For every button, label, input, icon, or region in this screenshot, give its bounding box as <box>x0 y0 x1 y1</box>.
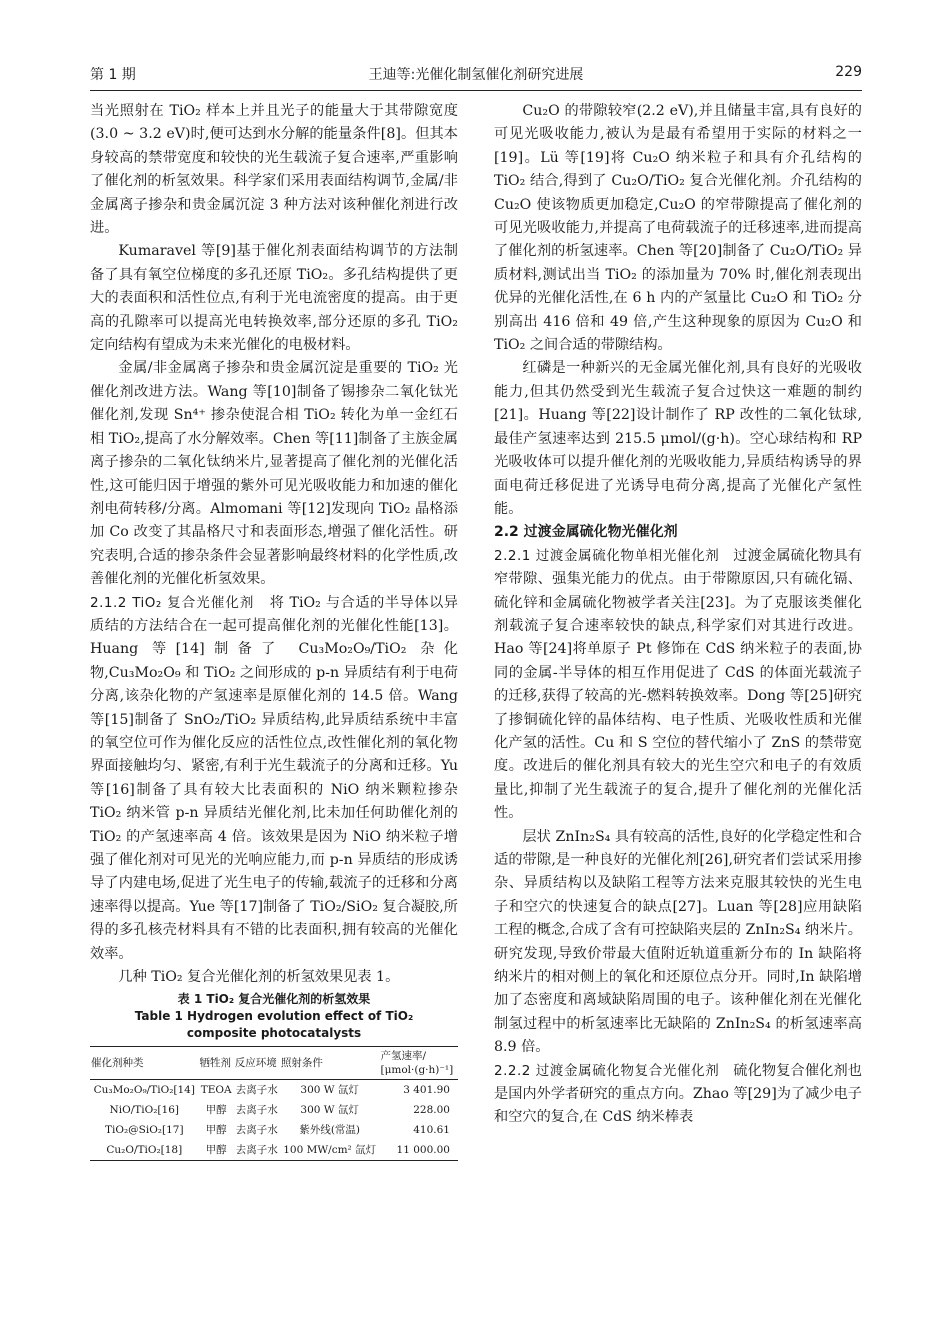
subsection-heading: 2.2.2 过渡金属硫化物复合光催化剂 <box>494 1062 720 1079</box>
table-cell: 3 401.90 <box>403 1084 450 1097</box>
table-cell: 去离子水 <box>235 1084 278 1097</box>
table-cell: 甲醇 <box>205 1124 227 1137</box>
table-cell: TiO₂@SiO₂[17] <box>104 1124 184 1137</box>
table-header-row <box>90 1047 458 1080</box>
paragraph: 几种 TiO₂ 复合光催化剂的析氢效果见表 1。 <box>118 969 400 986</box>
table-caption-en: Table 1 Hydrogen evolution effect of TiO₂ <box>134 1009 414 1024</box>
column-header: 反应环境 <box>234 1057 277 1070</box>
subsection-heading: 2.1.2 TiO₂ 复合光催化剂 <box>90 594 255 611</box>
table-1 <box>90 991 458 1161</box>
paragraph: 金属/非金属离子掺杂和贵金属沉淀是重要的 TiO₂ 光催化剂改进方法。Wang 等[10]制备了锡掺杂二氧化钛光催化剂,发现 Sn⁴⁺ 掺杂使混合相 TiO₂ 转化为单一金红石相 TiO₂,提高了水分解效率。Chen 等[11]制备了主族金属离子掺杂的二氧化钛纳米片,显著提高了催化剂的光催化活性,这可能归因于增强的紫外可见光吸收能力和加速的催化剂电荷转移/分离。Almomani 等[12]发现向 TiO₂ 晶格添加 Co 改变了其晶格尺寸和表面形态,增强了催化活性。研究表明,合适的掺杂条件会显著影响最终材料的化学性质,改善催化剂的光催化析氢效果。 <box>90 360 458 588</box>
running-header <box>90 64 862 90</box>
header-rule <box>90 90 862 91</box>
table-row <box>90 1120 458 1140</box>
table-cell: 410.61 <box>413 1124 450 1137</box>
paragraph: 红磷是一种新兴的无金属光催化剂,具有良好的光吸收能力,但其仍然受到光生载流子复合过快这一难题的制约[21]。Huang 等[22]设计制作了 RP 改性的二氧化钛球,最佳产氢速率达到 215.5 μmol/(g·h)。空心球结构和 RP 光吸收体可以提升催化剂的光吸收能力,异质结构诱导的界面电荷迁移促进了光诱导电荷分离,提高了光催化产氢性能。 <box>494 360 862 517</box>
table-cell: 紫外线(常温) <box>299 1124 361 1137</box>
subsection-paragraph <box>494 545 862 826</box>
table-cell: Cu₃Mo₂O₉/TiO₂[14] <box>93 1084 195 1097</box>
paragraph: 当光照射在 TiO₂ 样本上并且光子的能量大于其带隙宽度(3.0 ~ 3.2 eV)时,便可达到水分解的能量条件[8]。但其本身较高的禁带宽度和较快的光生载流子复合速率,严重影响了催化剂的析氢效果。科学家们采用表面结构调节,金属/非金属离子掺杂和贵金属沉淀 3 种方法对该种催化剂进行改进。 <box>90 103 458 237</box>
table-caption-en: composite photocatalysts <box>186 1026 362 1041</box>
table-cell: 100 MW/cm² 氙灯 <box>283 1144 377 1157</box>
column-header: 照射条件 <box>280 1057 323 1070</box>
column-header: 催化剂种类 <box>91 1057 144 1070</box>
table-row <box>90 1080 458 1101</box>
column-header: 牺牲剂 <box>199 1057 232 1070</box>
left-column <box>90 100 458 1161</box>
table-cell: 300 W 氙灯 <box>300 1104 359 1117</box>
column-header <box>379 1047 458 1080</box>
table-row <box>90 1100 458 1120</box>
data-table <box>90 1046 458 1161</box>
column-header-line: 产氢速率/ <box>380 1050 427 1063</box>
table-cell: NiO/TiO₂[16] <box>109 1104 179 1117</box>
table-cell: TEOA <box>200 1084 232 1097</box>
page-number: 229 <box>835 64 862 80</box>
table-cell: 甲醇 <box>205 1144 227 1157</box>
paragraph-text: 将 TiO₂ 与合适的半导体以异质结的方法结合在一起可提高催化剂的光催化性能[13]。Huang 等[14]制备了 Cu₃Mo₂O₉/TiO₂ 杂化物,Cu₃Mo₂O₉ 和 TiO₂ 之间形成的 p-n 异质结有利于电荷分离,该杂化物的产氢速率是原催化剂的 14.5 倍。Wang 等[15]制备了 SnO₂/TiO₂ 异质结构,此异质结系统中丰富的氧空位可作为催化反应的活性位点,改性催化剂的氧化物界面接触均匀、紧密,有利于光生载流子的分离和迁移。Yu 等[16]制备了具有较大比表面积的 NiO 纳米颗粒掺杂 TiO₂ 纳米管 p-n 异质结光催化剂,比未加任何助催化剂的 TiO₂ 的产氢速率高 4 倍。该效果是因为 NiO 纳米粒子增强了催化剂对可见光的光响应能力,而 p-n 异质结的形成诱导了内建电场,促进了光生电子的传输,载流子的迁移和分离速率得以提高。Yue 等[17]制备了 TiO₂/SiO₂ 复合凝胶,所得的多孔核壳材料具有不错的比表面积,拥有较高的光催化效率。 <box>90 594 458 962</box>
section-heading: 2.2 过渡金属硫化物光催化剂 <box>494 524 678 541</box>
table-cell: 228.00 <box>413 1104 450 1117</box>
right-column <box>494 100 862 1130</box>
table-caption-cn: 表 1 TiO₂ 复合光催化剂的析氢效果 <box>177 992 371 1007</box>
paragraph-text: 过渡金属硫化物具有窄带隙、强集光能力的优点。由于带隙原因,只有硫化镉、硫化锌和金属硫化物被学者关注[23]。为了克服该类催化剂载流子复合速率较快的缺点,科学家们对其进行改进。Hao 等[24]将单原子 Pt 修饰在 CdS 纳米粒子的表面,协同的金属-半导体的相互作用促进了 CdS 的体面光载流子的迁移,获得了较高的光-燃料转换效率。Dong 等[25]研究了掺铜硫化锌的晶体结构、电子性质、光吸收性质和光催化产氢的活性。Cu 和 S 空位的替代缩小了 ZnS 的禁带宽度。改进后的催化剂具有较大的光生空穴和电子的有效质量比,抑制了光生载流子的复合,提升了催化剂的光催化活性。 <box>494 547 862 822</box>
table-cell: 11 000.00 <box>396 1144 450 1157</box>
column-header-unit: [μmol·(g·h)⁻¹] <box>380 1064 454 1077</box>
issue-number: 第 1 期 <box>90 67 136 83</box>
table-cell: 去离子水 <box>235 1144 278 1157</box>
paragraph: 层状 ZnIn₂S₄ 具有较高的活性,良好的化学稳定性和合适的带隙,是一种良好的光催化剂[26],研究者们尝试采用掺杂、异质结构以及缺陷工程等方法来克服其较快的光生电子和空穴的快速复合的缺点[27]。Luan 等[28]应用缺陷工程的概念,合成了含有可控缺陷夹层的 ZnIn₂S₄ 纳米片。研究发现,导致价带最大值附近轨道重新分布的 In 缺陷将纳米片的相对侧上的氧化和还原位点分开。同时,In 缺陷增加了态密度和离域缺陷周围的电子。该种催化剂在光催化制氢过程中的析氢速率比无缺陷的 ZnIn₂S₄ 的析氢速率高 8.9 倍。 <box>494 828 862 1056</box>
paragraph-text: 硫化物复合催化剂也是国内外学者研究的重点方向。Zhao 等[29]为了减少电子和空穴的复合,在 CdS 纳米棒表 <box>494 1062 862 1126</box>
paragraph: Cu₂O 的带隙较窄(2.2 eV),并且储量丰富,具有良好的可见光吸收能力,被认为是最有希望用于实际的材料之一[19]。Lü 等[19]将 Cu₂O 纳米粒子和具有介孔结构的 TiO₂ 结合,得到了 Cu₂O/TiO₂ 复合光催化剂。介孔结构的 Cu₂O 使该物质更加稳定,Cu₂O 的窄带隙提高了催化剂的可见光吸收能力,并提高了电荷载流子的迁移速率,进而提高了催化剂的析氢速率。Chen 等[20]制备了 Cu₂O/TiO₂ 异质材料,测试出当 TiO₂ 的添加量为 70% 时,催化剂表现出优异的光催化活性,在 6 h 内的产氢量比 Cu₂O 和 TiO₂ 分别高出 416 倍和 49 倍,产生这种现象的原因为 Cu₂O 和 TiO₂ 之间合适的带隙结构。 <box>494 103 862 354</box>
paragraph: Kumaravel 等[9]基于催化剂表面结构调节的方法制备了具有氧空位梯度的多孔还原 TiO₂。多孔结构提供了更大的表面积和活性位点,有利于光电流密度的提高。由于更高的孔隙率可以提高光电转换效率,部分还原的多孔 TiO₂ 定向结构有望成为未来光催化的电极材料。 <box>90 243 458 354</box>
table-row <box>90 1140 458 1161</box>
table-cell: 去离子水 <box>235 1104 278 1117</box>
subsection-paragraph <box>494 1060 862 1130</box>
subsection-heading: 2.2.1 过渡金属硫化物单相光催化剂 <box>494 547 720 564</box>
table-cell: 甲醇 <box>205 1104 227 1117</box>
running-title: 王迪等:光催化制氢催化剂研究进展 <box>368 67 584 83</box>
table-cell: 去离子水 <box>235 1124 278 1137</box>
subsection-paragraph <box>90 592 458 967</box>
table-cell: 300 W 氙灯 <box>300 1084 359 1097</box>
table-cell: Cu₂O/TiO₂[18] <box>106 1144 183 1157</box>
